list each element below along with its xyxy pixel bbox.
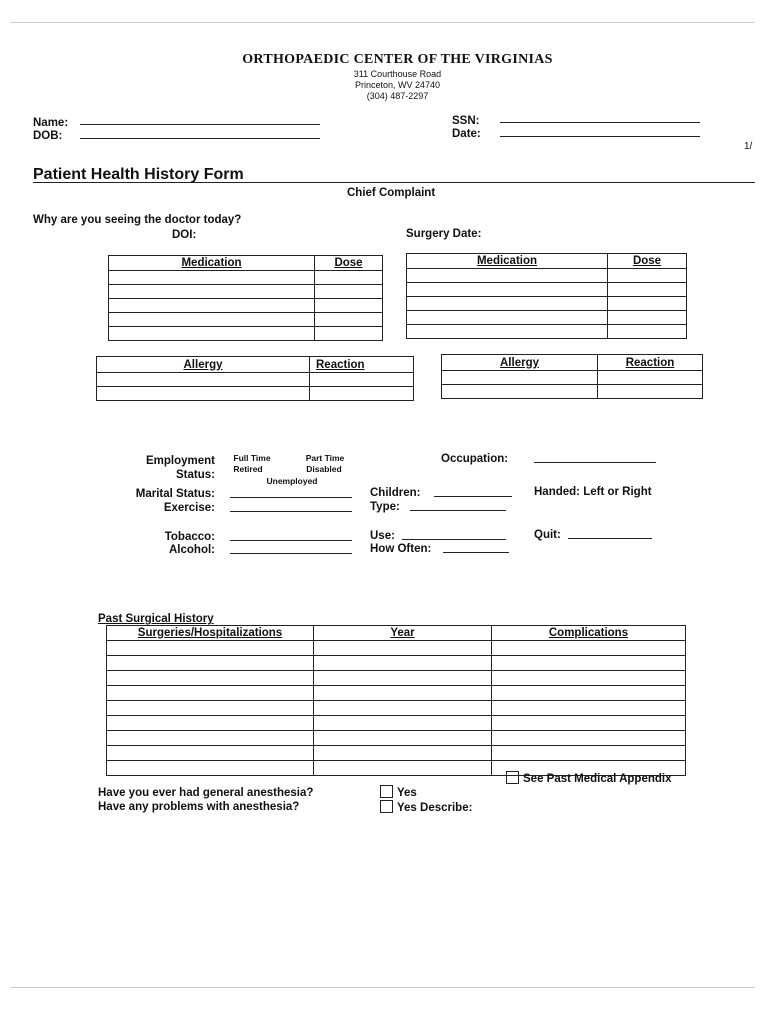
medication-header: Medication (407, 254, 608, 269)
option-disabled[interactable]: Disabled (306, 464, 342, 474)
option-part-time[interactable]: Part Time (305, 453, 345, 463)
ssn-label: SSN: (452, 115, 480, 127)
table-row[interactable] (109, 285, 383, 299)
medication-table-left (108, 255, 383, 341)
ssn-field[interactable] (500, 122, 700, 123)
table-row[interactable] (107, 746, 686, 761)
reason-question: Why are you seeing the doctor today? (33, 214, 242, 226)
anesthesia-q2-answer: Yes Describe: (380, 800, 472, 814)
allergy-header: Allergy (442, 355, 598, 371)
table-row[interactable] (107, 701, 686, 716)
table-row[interactable] (407, 283, 687, 297)
allergy-table-left (96, 356, 414, 401)
table-row[interactable] (107, 656, 686, 671)
anesthesia-question-1: Have you ever had general anesthesia? (98, 787, 314, 799)
occupation-field[interactable] (534, 462, 656, 463)
surgical-history-heading: Past Surgical History (98, 613, 214, 625)
children-field[interactable] (434, 496, 512, 497)
phone-number: (304) 487-2297 (366, 91, 429, 101)
anesthesia-yes-checkbox[interactable] (380, 785, 393, 798)
dose-header: Dose (315, 256, 383, 271)
table-row[interactable] (107, 731, 686, 746)
tobacco-field[interactable] (230, 540, 352, 541)
how-often-field[interactable] (443, 552, 509, 553)
anesthesia-question-2: Have any problems with anesthesia? (98, 801, 300, 813)
table-row[interactable] (442, 385, 703, 399)
how-often-label: How Often: (370, 543, 432, 555)
table-row[interactable] (109, 313, 383, 327)
appendix-label: See Past Medical Appendix (523, 773, 672, 785)
surgery-date-label: Surgery Date: (406, 228, 482, 240)
medication-table-right (406, 253, 687, 339)
exercise-label: Exercise: (163, 502, 215, 514)
reaction-header: Reaction (310, 357, 414, 373)
bottom-scan-edge (10, 987, 755, 988)
dose-header: Dose (608, 254, 687, 269)
option-full-time[interactable]: Full Time (233, 453, 271, 463)
table-row[interactable] (442, 371, 703, 385)
type-label: Type: (370, 501, 400, 513)
table-row[interactable] (407, 297, 687, 311)
address-line-2: Princeton, WV 24740 (354, 80, 441, 90)
name-label: Name: (33, 117, 69, 129)
alcohol-label: Alcohol: (169, 544, 215, 556)
medication-header: Medication (109, 256, 315, 271)
page-marker: 1/ (744, 141, 753, 152)
table-row[interactable] (97, 387, 414, 401)
surgical-history-table (106, 625, 686, 776)
address-line-1: 311 Courthouse Road (353, 69, 442, 79)
complications-header: Complications (492, 626, 686, 641)
appendix-checkbox[interactable] (506, 771, 519, 784)
reaction-header: Reaction (598, 355, 703, 371)
tobacco-label: Tobacco: (164, 531, 215, 543)
top-scan-edge (10, 22, 755, 23)
chief-complaint-heading: Chief Complaint (347, 187, 436, 199)
appendix-checkbox-row (506, 771, 671, 785)
allergy-table-right (441, 354, 703, 399)
marital-status-field[interactable] (230, 497, 352, 498)
table-row[interactable] (107, 671, 686, 686)
center-address (0, 69, 770, 102)
date-field[interactable] (500, 136, 700, 137)
marital-status-label: Marital Status: (135, 488, 215, 500)
occupation-label: Occupation: (441, 453, 509, 465)
form-title: Patient Health History Form (33, 166, 244, 183)
table-row[interactable] (109, 271, 383, 285)
children-label: Children: (370, 487, 421, 499)
table-row[interactable] (107, 716, 686, 731)
quit-label: Quit: (534, 529, 561, 541)
date-label: Date: (452, 128, 481, 140)
table-row[interactable] (407, 311, 687, 325)
center-name: ORTHOPAEDIC CENTER OF THE VIRGINIAS (242, 52, 553, 67)
option-unemployed[interactable]: Unemployed (266, 476, 318, 486)
employment-label: Employment Status: (145, 455, 215, 481)
dob-label: DOB: (33, 130, 63, 142)
title-rule (33, 182, 755, 183)
table-row[interactable] (407, 269, 687, 283)
table-row[interactable] (407, 325, 687, 339)
use-label: Use: (370, 530, 395, 542)
table-row[interactable] (107, 641, 686, 656)
table-row[interactable] (109, 327, 383, 341)
table-row[interactable] (109, 299, 383, 313)
name-field[interactable] (80, 124, 320, 125)
doi-label: DOI: (172, 229, 197, 241)
anesthesia-q1-answer: Yes (380, 785, 417, 799)
quit-field[interactable] (568, 538, 652, 539)
type-field[interactable] (410, 510, 506, 511)
anesthesia-problems-checkbox[interactable] (380, 800, 393, 813)
exercise-field[interactable] (230, 511, 352, 512)
table-row[interactable] (107, 686, 686, 701)
year-header: Year (314, 626, 492, 641)
option-retired[interactable]: Retired (233, 464, 263, 474)
use-field[interactable] (402, 539, 506, 540)
alcohol-field[interactable] (230, 553, 352, 554)
allergy-header: Allergy (97, 357, 310, 373)
handed-label: Handed: Left or Right (534, 486, 652, 498)
table-row[interactable] (97, 373, 414, 387)
dob-field[interactable] (80, 138, 320, 139)
surgeries-header: Surgeries/Hospitalizations (107, 626, 314, 641)
